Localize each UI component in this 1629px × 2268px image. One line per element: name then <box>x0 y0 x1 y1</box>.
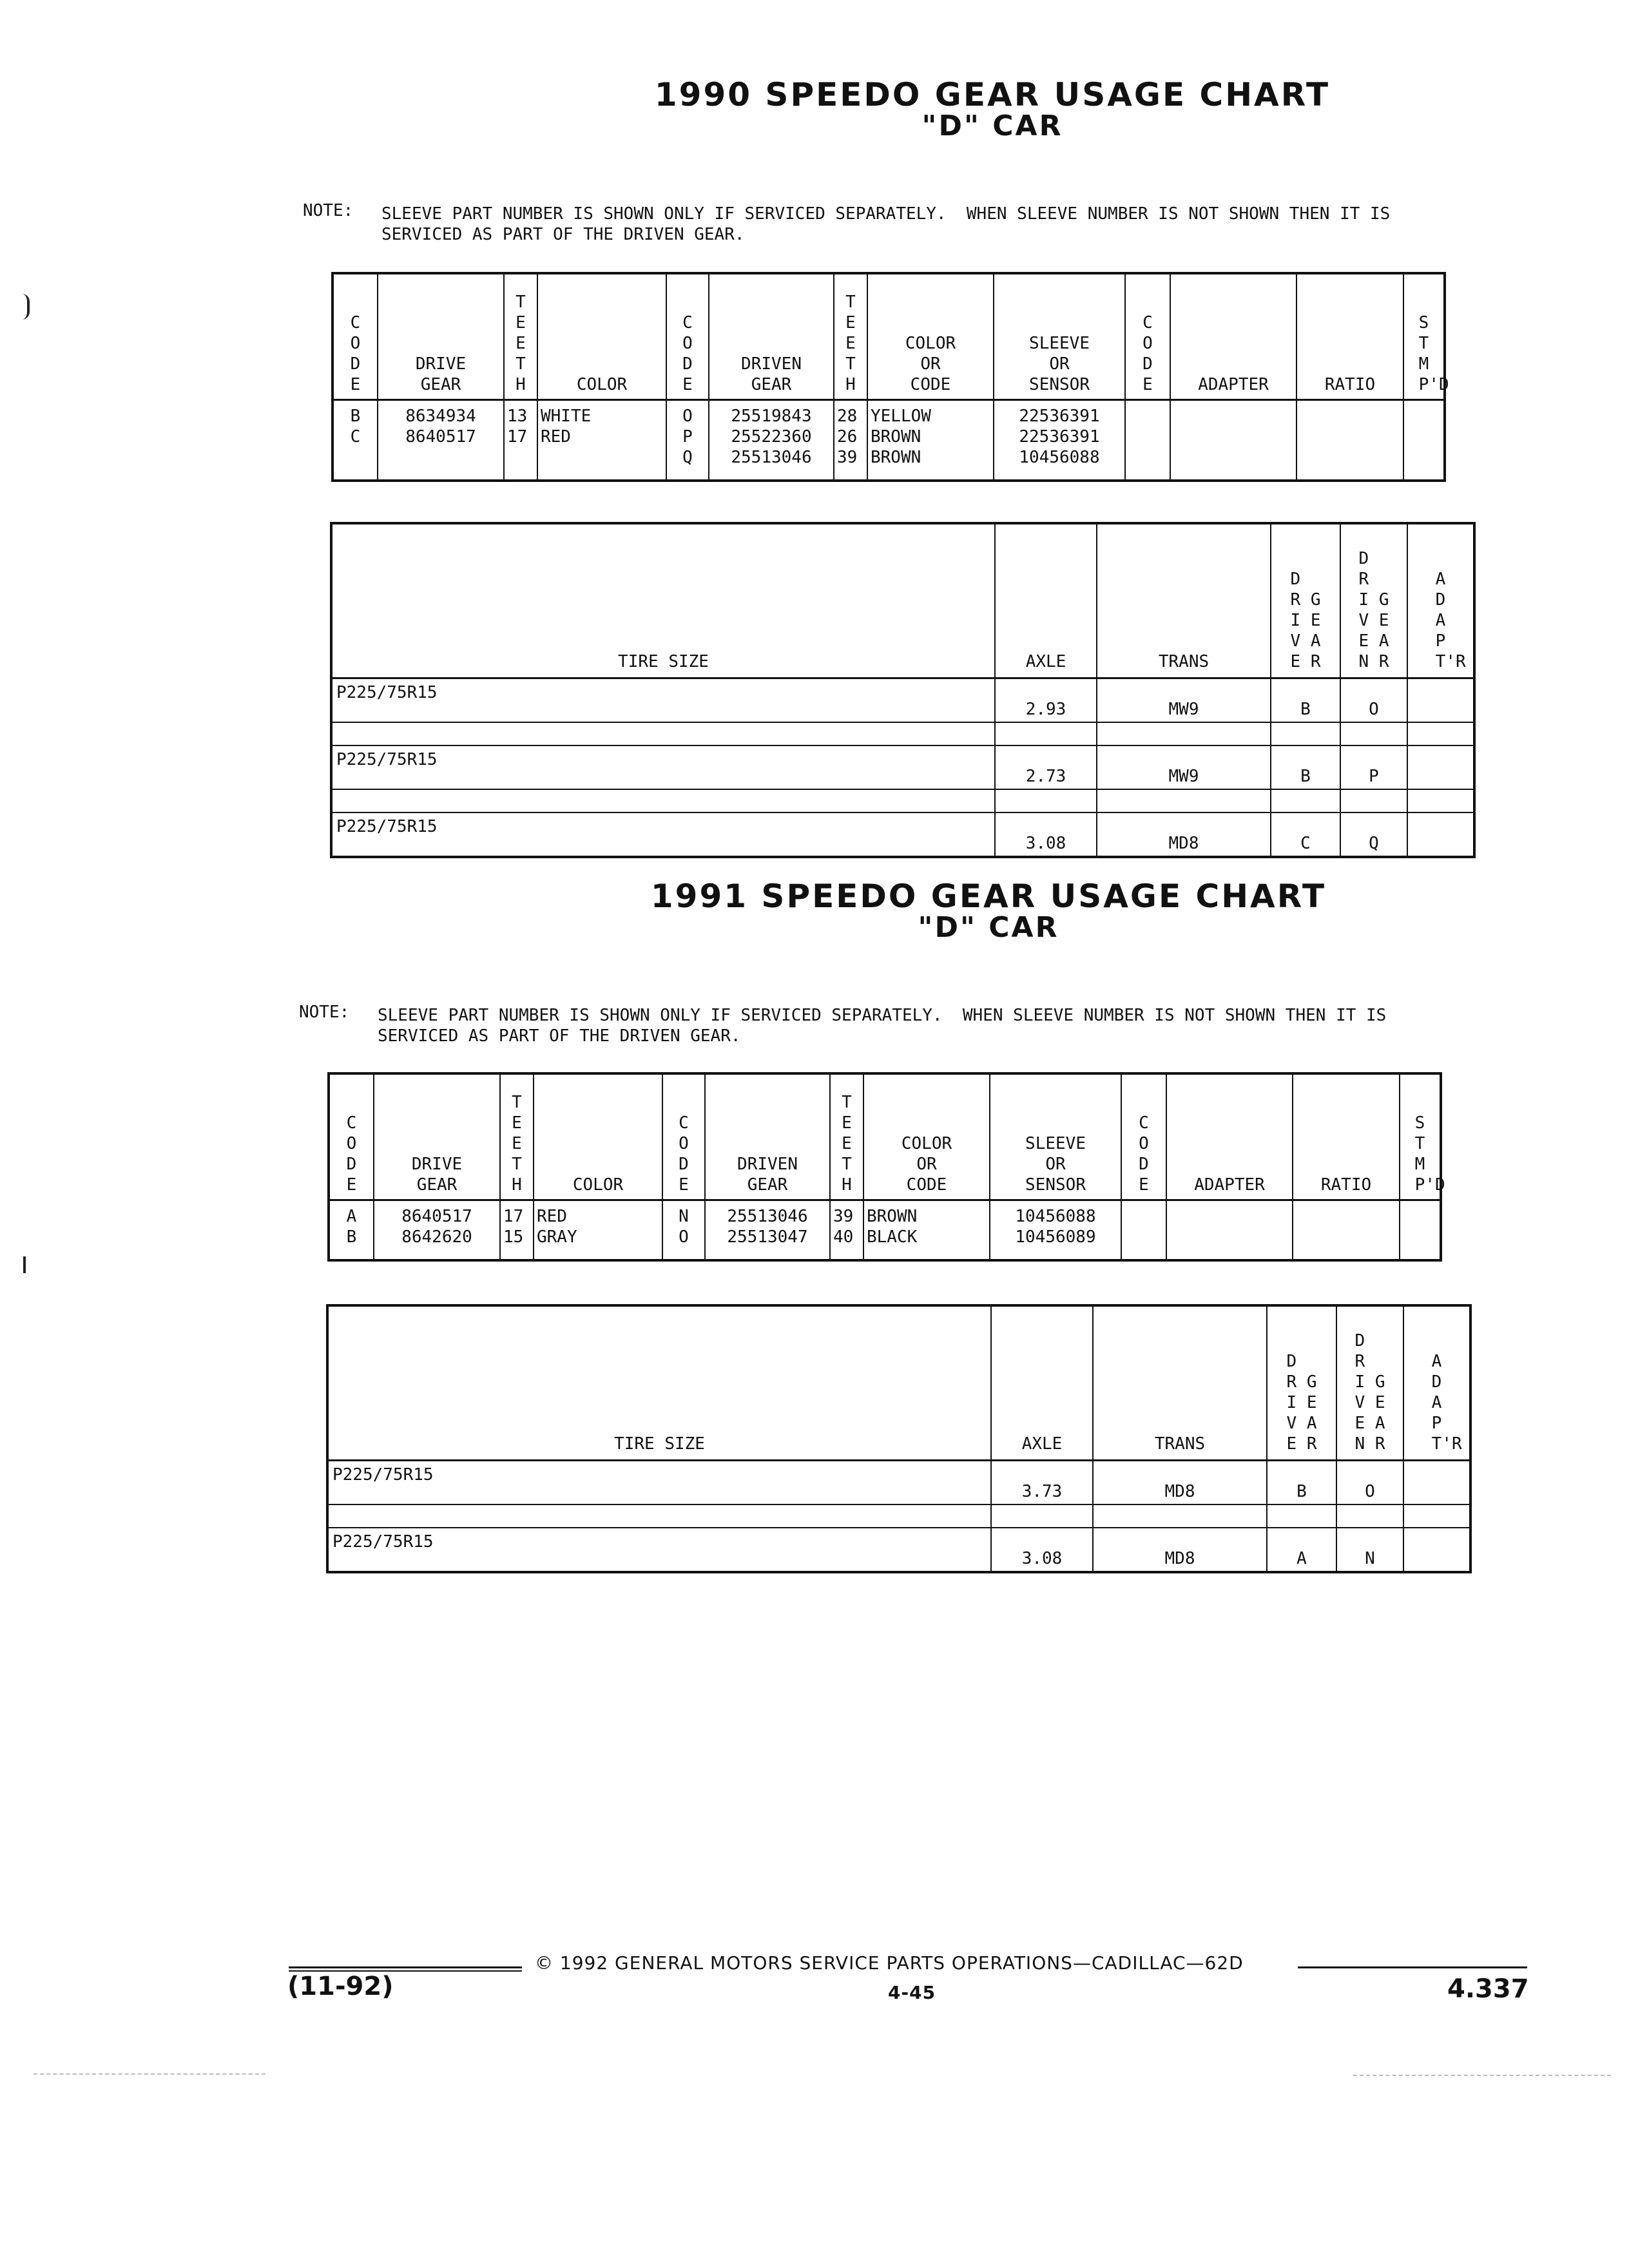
cell-driven: O <box>1340 678 1407 722</box>
header-code: CODE <box>329 1073 374 1200</box>
cell-drive-gear: 8640517 8642620 <box>374 1200 500 1260</box>
scan-dash-line <box>34 2073 265 2075</box>
cell-drive: B <box>1271 745 1340 789</box>
cell-code: B C <box>333 399 378 481</box>
cell-sleeve: 10456088 10456089 <box>990 1200 1121 1260</box>
cell-tire-size: P225/75R15 <box>327 1528 991 1572</box>
header-driven-gear: DRIVEN GEAR <box>705 1073 830 1200</box>
cell-driven: Q <box>1340 812 1407 857</box>
cell-driven: O <box>1336 1460 1403 1504</box>
table-row <box>327 1460 1470 1504</box>
cell-adapter <box>1403 1460 1470 1504</box>
cell-adapter <box>1170 399 1296 481</box>
cell-tire-size: P225/75R15 <box>327 1460 991 1504</box>
cell-drive: A <box>1267 1528 1336 1572</box>
cell-color-or-code: BROWN BLACK <box>863 1200 990 1260</box>
header-adapter: ADAPT'R <box>1407 523 1474 678</box>
chart-1991-note-text: SLEEVE PART NUMBER IS SHOWN ONLY IF SERVICED SEPARATELY. WHEN SLEEVE NUMBER IS NOT SHOWN THEN IT IS SERVICED AS PART OF THE DRIVEN GEAR. <box>378 1006 1387 1046</box>
cell-teeth: 39 40 <box>830 1200 863 1260</box>
table-row <box>331 678 1474 722</box>
cell-drive: C <box>1271 812 1340 857</box>
header-driven-gear: DRIVEN GEAR <box>709 273 834 399</box>
cell-trans: MD8 <box>1097 812 1271 857</box>
cell-drive: B <box>1267 1460 1336 1504</box>
header-teeth: TEETH <box>504 273 537 399</box>
header-code: CODE <box>662 1073 705 1200</box>
chart-1990-note-label: NOTE: <box>303 201 354 220</box>
header-color: COLOR <box>534 1073 662 1200</box>
cell-trans: MD8 <box>1093 1460 1267 1504</box>
header-code: CODE <box>333 273 378 399</box>
header-drive-gear: DRIVE GEAR <box>1271 523 1340 678</box>
scan-mark <box>23 1256 26 1273</box>
cell-adapter <box>1403 1528 1470 1572</box>
cell-driven: N <box>1336 1528 1403 1572</box>
cell-adapter <box>1407 812 1474 857</box>
cell-axle: 2.73 <box>995 745 1097 789</box>
row-separator <box>331 722 1474 745</box>
chart-1990-note-text: SLEEVE PART NUMBER IS SHOWN ONLY IF SERVICED SEPARATELY. WHEN SLEEVE NUMBER IS NOT SHOWN THEN IT IS SERVICED AS PART OF THE DRIVEN GEAR. <box>381 204 1391 244</box>
cell-color: RED GRAY <box>534 1200 662 1260</box>
header-axle: AXLE <box>995 523 1097 678</box>
cell-code: N O <box>662 1200 705 1260</box>
cell-color: WHITE RED <box>537 399 666 481</box>
cell-drive: B <box>1271 678 1340 722</box>
footer-copyright: © 1992 GENERAL MOTORS SERVICE PARTS OPERATIONS—CADILLAC—62D <box>535 1952 1244 1974</box>
header-color-or-code: COLOR OR CODE <box>863 1073 990 1200</box>
header-driven-gear: DRIVEN GEAR <box>1340 523 1407 678</box>
cell-axle: 3.73 <box>991 1460 1093 1504</box>
cell-driven-gear: 25513046 25513047 <box>705 1200 830 1260</box>
cell-trans: MW9 <box>1097 745 1271 789</box>
header-code: CODE <box>666 273 709 399</box>
chart-1991-note-label: NOTE: <box>299 1003 350 1022</box>
header-tire-size: TIRE SIZE <box>327 1305 991 1460</box>
table-row <box>327 1528 1470 1572</box>
header-ratio: RATIO <box>1296 273 1403 399</box>
header-teeth: TEETH <box>834 273 867 399</box>
header-drive-gear: DRIVE GEAR <box>378 273 504 399</box>
cell-code <box>1125 399 1170 481</box>
chart-1991-title: 1991 SPEEDO GEAR USAGE CHART <box>650 878 1327 915</box>
header-tire-size: TIRE SIZE <box>331 523 995 678</box>
gear-table-1991 <box>327 1072 1445 1262</box>
header-sleeve-or-sensor: SLEEVE OR SENSOR <box>994 273 1125 399</box>
gear-table-1990 <box>331 272 1449 482</box>
table-row <box>331 812 1474 857</box>
cell-teeth: 28 26 39 <box>834 399 867 481</box>
footer-rule-left <box>289 1966 522 1968</box>
header-color: COLOR <box>537 273 666 399</box>
header-trans: TRANS <box>1093 1305 1267 1460</box>
cell-driven-gear: 25519843 25522360 25513046 <box>709 399 834 481</box>
cell-driven: P <box>1340 745 1407 789</box>
chart-1991-subtitle: "D" CAR <box>918 911 1059 944</box>
cell-trans: MD8 <box>1093 1528 1267 1572</box>
row-separator <box>331 789 1474 812</box>
chart-1990-subtitle: "D" CAR <box>921 110 1063 142</box>
header-adapter: ADAPT'R <box>1403 1305 1470 1460</box>
header-teeth: TEETH <box>500 1073 534 1200</box>
cell-adapter <box>1407 678 1474 722</box>
cell-sleeve: 22536391 22536391 10456088 <box>994 399 1125 481</box>
tire-table-1991 <box>326 1304 1472 1573</box>
cell-code: A B <box>329 1200 374 1260</box>
header-code: CODE <box>1121 1073 1166 1200</box>
chart-1990-title: 1990 SPEEDO GEAR USAGE CHART <box>654 76 1331 113</box>
footer-page-number: 4.337 <box>1447 1974 1529 2004</box>
footer-rule-right <box>1298 1966 1527 1968</box>
header-stmpd: STMP'D <box>1403 273 1445 399</box>
header-drive-gear: DRIVE GEAR <box>1267 1305 1336 1460</box>
cell-axle: 3.08 <box>991 1528 1093 1572</box>
header-ratio: RATIO <box>1293 1073 1400 1200</box>
header-driven-gear: DRIVEN GEAR <box>1336 1305 1403 1460</box>
header-drive-gear: DRIVE GEAR <box>374 1073 500 1200</box>
cell-adapter <box>1407 745 1474 789</box>
cell-code <box>1121 1200 1166 1260</box>
scan-mark <box>22 294 30 320</box>
header-adapter: ADAPTER <box>1166 1073 1293 1200</box>
cell-stmpd <box>1400 1200 1441 1260</box>
cell-code: O P Q <box>666 399 709 481</box>
header-code: CODE <box>1125 273 1170 399</box>
footer-page-ref: 4-45 <box>888 1982 936 2003</box>
scan-dash-line <box>1353 2075 1611 2076</box>
cell-tire-size: P225/75R15 <box>331 678 995 722</box>
row-separator <box>327 1504 1470 1528</box>
cell-teeth: 13 17 <box>504 399 537 481</box>
footer-date-code: (11-92) <box>287 1972 394 2001</box>
cell-teeth: 17 15 <box>500 1200 534 1260</box>
cell-ratio <box>1293 1200 1400 1260</box>
header-adapter: ADAPTER <box>1170 273 1296 399</box>
table-row <box>331 745 1474 789</box>
header-trans: TRANS <box>1097 523 1271 678</box>
cell-axle: 2.93 <box>995 678 1097 722</box>
cell-drive-gear: 8634934 8640517 <box>378 399 504 481</box>
cell-ratio <box>1296 399 1403 481</box>
cell-stmpd <box>1403 399 1445 481</box>
cell-tire-size: P225/75R15 <box>331 812 995 857</box>
cell-trans: MW9 <box>1097 678 1271 722</box>
cell-color-or-code: YELLOW BROWN BROWN <box>867 399 994 481</box>
tire-table-1990 <box>330 522 1476 858</box>
header-stmpd: STMP'D <box>1400 1073 1441 1200</box>
cell-tire-size: P225/75R15 <box>331 745 995 789</box>
header-teeth: TEETH <box>830 1073 863 1200</box>
header-axle: AXLE <box>991 1305 1093 1460</box>
cell-axle: 3.08 <box>995 812 1097 857</box>
header-color-or-code: COLOR OR CODE <box>867 273 994 399</box>
header-sleeve-or-sensor: SLEEVE OR SENSOR <box>990 1073 1121 1200</box>
cell-adapter <box>1166 1200 1293 1260</box>
